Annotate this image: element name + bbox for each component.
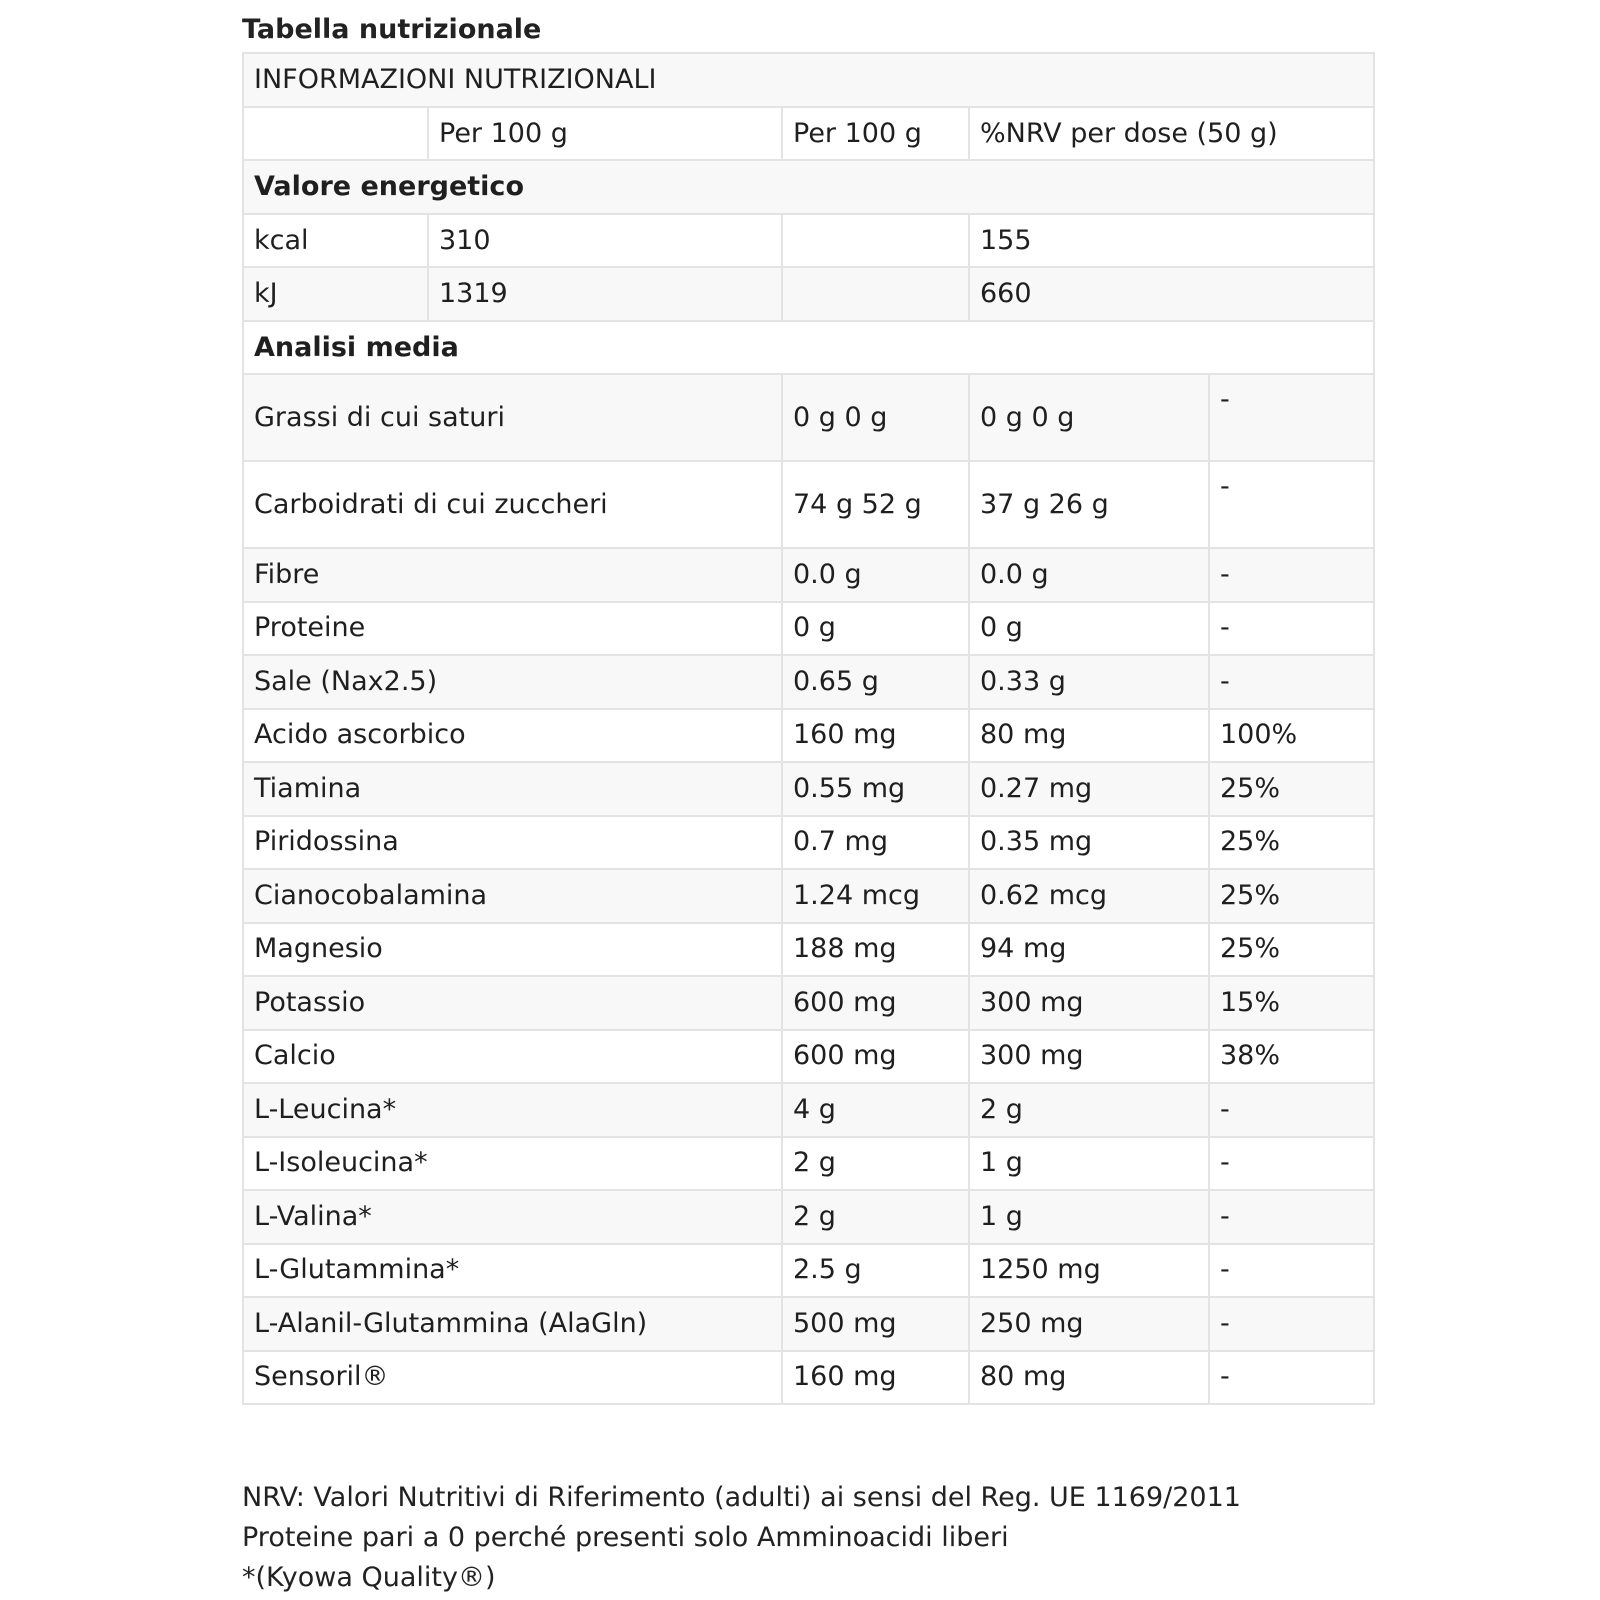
section-row xyxy=(243,160,1374,214)
nutrient-name: L-Isoleucina* xyxy=(243,1137,782,1191)
nutrient-row xyxy=(243,1351,1374,1405)
nutrient-per100: 0.65 g xyxy=(782,655,969,709)
nutrient-dose: 0.35 mg xyxy=(969,816,1209,870)
nutrient-per100: 4 g xyxy=(782,1083,969,1137)
nutrient-dose: 0.33 g xyxy=(969,655,1209,709)
nutrient-name: Grassi di cui saturi xyxy=(243,374,782,461)
energy-per100: 310 xyxy=(428,214,782,268)
nutrient-dose: 94 mg xyxy=(969,923,1209,977)
nutrient-dose: 2 g xyxy=(969,1083,1209,1137)
nutrient-name: L-Glutammina* xyxy=(243,1244,782,1298)
energy-row xyxy=(243,267,1374,321)
nutrient-dose: 300 mg xyxy=(969,976,1209,1030)
nutrient-per100: 600 mg xyxy=(782,1030,969,1084)
column-header-empty xyxy=(243,107,428,161)
nutrient-per100: 160 mg xyxy=(782,1351,969,1405)
nutrient-per100: 600 mg xyxy=(782,976,969,1030)
table-header-row xyxy=(243,53,1374,107)
nutrient-nrv: - xyxy=(1209,1297,1374,1351)
footnotes xyxy=(242,1478,1241,1598)
nutrient-row xyxy=(243,1190,1374,1244)
energy-row xyxy=(243,214,1374,268)
energy-per100: 1319 xyxy=(428,267,782,321)
nutrient-nrv: 25% xyxy=(1209,816,1374,870)
nutrient-per100: 0.55 mg xyxy=(782,762,969,816)
nutrient-per100: 1.24 mcg xyxy=(782,869,969,923)
nutrient-name: Acido ascorbico xyxy=(243,709,782,763)
nutrient-row xyxy=(243,1297,1374,1351)
nutrition-table xyxy=(242,52,1375,1405)
nutrient-nrv: - xyxy=(1209,1351,1374,1405)
nutrient-name: Cianocobalamina xyxy=(243,869,782,923)
nutrient-row xyxy=(243,976,1374,1030)
nutrient-dose: 0 g xyxy=(969,602,1209,656)
nutrient-dose: 80 mg xyxy=(969,1351,1209,1405)
footnote-kyowa: *(Kyowa Quality®) xyxy=(242,1562,496,1593)
nutrient-nrv: - xyxy=(1209,1190,1374,1244)
footnote-nrv: NRV: Valori Nutritivi di Riferimento (adulti) ai sensi del Reg. UE 1169/2011 xyxy=(242,1482,1241,1513)
nutrient-per100: 74 g 52 g xyxy=(782,461,969,548)
nutrient-name: Magnesio xyxy=(243,923,782,977)
energy-unit: kcal xyxy=(243,214,428,268)
nutrient-per100: 0.7 mg xyxy=(782,816,969,870)
nutrient-nrv: 100% xyxy=(1209,709,1374,763)
nutrient-dose: 250 mg xyxy=(969,1297,1209,1351)
column-header-nrv: %NRV per dose (50 g) xyxy=(969,107,1374,161)
section-row xyxy=(243,321,1374,375)
nutrient-per100: 500 mg xyxy=(782,1297,969,1351)
table-header: INFORMAZIONI NUTRIZIONALI xyxy=(243,53,1374,107)
nutrient-nrv: - xyxy=(1209,374,1374,461)
nutrient-row xyxy=(243,1030,1374,1084)
energy-dose: 660 xyxy=(969,267,1374,321)
nutrient-row xyxy=(243,869,1374,923)
nutrient-per100: 0 g 0 g xyxy=(782,374,969,461)
nutrient-row xyxy=(243,1137,1374,1191)
nutrient-name: Piridossina xyxy=(243,816,782,870)
nutrient-per100: 2 g xyxy=(782,1190,969,1244)
column-header-per100: Per 100 g xyxy=(428,107,782,161)
nutrient-name: Carboidrati di cui zuccheri xyxy=(243,461,782,548)
nutrient-row xyxy=(243,923,1374,977)
nutrient-dose: 0 g 0 g xyxy=(969,374,1209,461)
column-header-row xyxy=(243,107,1374,161)
nutrient-name: Proteine xyxy=(243,602,782,656)
nutrient-dose: 1 g xyxy=(969,1190,1209,1244)
table-title: Tabella nutrizionale xyxy=(242,14,542,45)
section-analysis: Analisi media xyxy=(243,321,1374,375)
nutrient-row xyxy=(243,816,1374,870)
nutrient-name: Calcio xyxy=(243,1030,782,1084)
nutrient-nrv: - xyxy=(1209,548,1374,602)
section-energy: Valore energetico xyxy=(243,160,1374,214)
nutrient-row xyxy=(243,374,1374,461)
nutrient-row xyxy=(243,1083,1374,1137)
nutrient-name: Sale (Nax2.5) xyxy=(243,655,782,709)
nutrient-nrv: 25% xyxy=(1209,762,1374,816)
nutrient-name: L-Valina* xyxy=(243,1190,782,1244)
nutrient-name: L-Alanil-Glutammina (AlaGln) xyxy=(243,1297,782,1351)
nutrition-table-body xyxy=(243,53,1374,1404)
nutrient-dose: 37 g 26 g xyxy=(969,461,1209,548)
nutrient-per100: 2 g xyxy=(782,1137,969,1191)
footnote-proteine: Proteine pari a 0 perché presenti solo Amminoacidi liberi xyxy=(242,1522,1009,1553)
nutrient-dose: 1250 mg xyxy=(969,1244,1209,1298)
nutrient-dose: 1 g xyxy=(969,1137,1209,1191)
nutrient-nrv: 25% xyxy=(1209,869,1374,923)
nutrient-dose: 0.62 mcg xyxy=(969,869,1209,923)
nutrient-name: Potassio xyxy=(243,976,782,1030)
nutrient-row xyxy=(243,602,1374,656)
nutrient-dose: 300 mg xyxy=(969,1030,1209,1084)
nutrient-nrv: - xyxy=(1209,1244,1374,1298)
nutrient-nrv: - xyxy=(1209,602,1374,656)
nutrient-name: Sensoril® xyxy=(243,1351,782,1405)
nutrient-dose: 0.27 mg xyxy=(969,762,1209,816)
nutrient-dose: 80 mg xyxy=(969,709,1209,763)
nutrient-per100: 2.5 g xyxy=(782,1244,969,1298)
nutrient-nrv: - xyxy=(1209,1137,1374,1191)
nutrient-nrv: 15% xyxy=(1209,976,1374,1030)
energy-empty xyxy=(782,214,969,268)
energy-empty xyxy=(782,267,969,321)
energy-dose: 155 xyxy=(969,214,1374,268)
nutrient-nrv: - xyxy=(1209,655,1374,709)
nutrient-nrv: 25% xyxy=(1209,923,1374,977)
nutrient-name: Tiamina xyxy=(243,762,782,816)
nutrient-per100: 0 g xyxy=(782,602,969,656)
nutrient-name: L-Leucina* xyxy=(243,1083,782,1137)
nutrient-per100: 188 mg xyxy=(782,923,969,977)
nutrient-name: Fibre xyxy=(243,548,782,602)
nutrient-per100: 0.0 g xyxy=(782,548,969,602)
nutrient-nrv: - xyxy=(1209,461,1374,548)
nutrient-row xyxy=(243,548,1374,602)
nutrient-row xyxy=(243,461,1374,548)
column-header-per100-b: Per 100 g xyxy=(782,107,969,161)
nutrient-dose: 0.0 g xyxy=(969,548,1209,602)
nutrient-row xyxy=(243,655,1374,709)
nutrient-row xyxy=(243,762,1374,816)
nutrient-nrv: - xyxy=(1209,1083,1374,1137)
nutrient-row xyxy=(243,709,1374,763)
energy-unit: kJ xyxy=(243,267,428,321)
nutrient-per100: 160 mg xyxy=(782,709,969,763)
nutrient-nrv: 38% xyxy=(1209,1030,1374,1084)
nutrient-row xyxy=(243,1244,1374,1298)
